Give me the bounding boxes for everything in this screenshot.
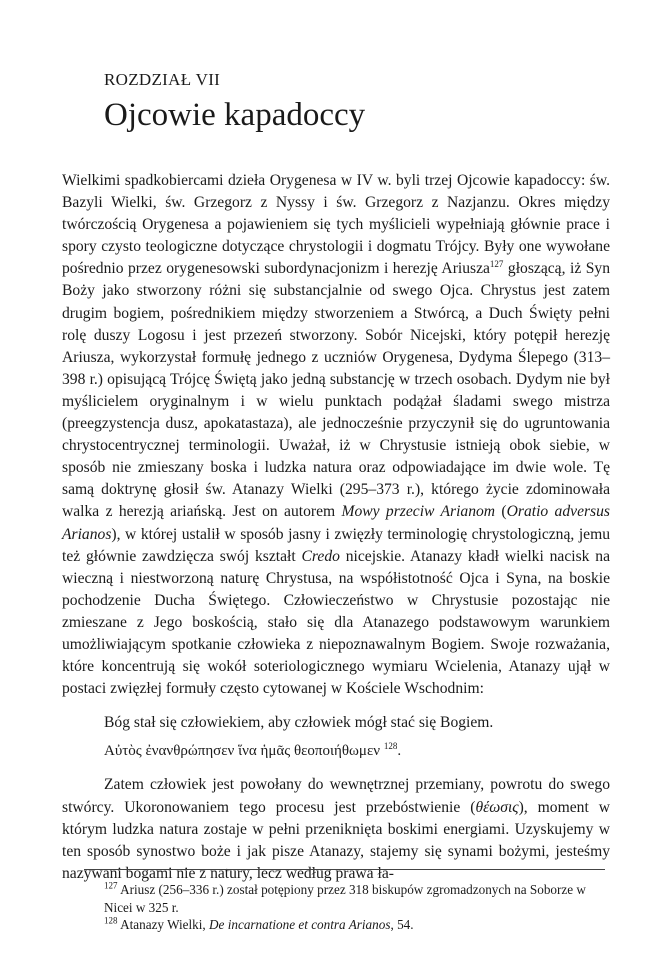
italic-title: Mowy przeciw Arianom [341,503,496,521]
footnote-text: , 54. [390,917,414,932]
footnote [104,881,612,916]
footnotes [104,881,612,934]
chapter-label: ROZDZIAŁ VII [104,70,221,89]
footnote-text: Atanazy Wielki, [120,917,210,932]
text-run: ), moment w którym ludzka natura zostaje w pełni przeniknięta boskimi energiami. Uzyskujemy w ten sposób synostwo boże i jak pisze Atanazy, stajemy się synami bożymi, jesteśmy nazywani bogami nie z natury, lecz według prawa ła- [62,798,610,882]
footnote-divider [84,869,605,870]
text-run: nicejskie. Atanazy kładł wielki nacisk na wieczną i niestworzoną naturę Chrystusa, na współistotność Ojca i Syna, na boskie pochodzenie Ducha Świętego. Człowieczeństwo w Chrystusie pozostając nie zmieszane z Jego boskością, stało się dla Atanazego podstawowym warunkiem umożliwiającym spotkanie człowieka z niepoznawalnym Bogiem. Swoje rozważania, które koncentrują się wokół soteriologicznego wymiaru Wcielenia, Atanazy ujął w postaci zwięzłej formuły często cytowanej w Kościele Wschodnim: [62,547,610,698]
footnote-number: 127 [104,880,118,891]
footnote-ref: 127 [489,259,504,270]
italic-term: Credo [301,547,340,565]
footnote-text: Ariusz (256–336 r.) został potępiony przez 318 biskupów zgromadzonych na Soborze w Nicei w 325 r. [104,882,586,915]
footnote-italic: De incarnatione et contra Arianos [209,917,391,932]
greek-text: Αὐτὸς ἐνανθρώπησεν ἵνα ἡμᾶς θεοποιήθωμεν [104,743,381,760]
footnote-number: 128 [104,915,118,926]
main-text [62,170,610,885]
text-run: ( [495,503,507,521]
greek-quote: Αὐτὸς ἐνανθρώπησεν ἵνα ἡμᾶς θεοποιήθωμεν $^{128}$. [104,741,402,760]
greek-term: θέωσις [475,798,519,816]
paragraph [62,170,610,700]
footnote-ref: 128 [383,741,398,752]
text-run: ), w której ustalił w sposób jasny i zwięzły terminologię chrystologiczną, jemu też głównie zawdzięcza swój kształt [62,525,610,565]
footnote [104,916,612,934]
text-run: Wielkimi spadkobiercami dzieła Orygenesa w IV w. byli trzej Ojcowie kapadoccy: św. Bazyli Wielki, św. Grzegorz z Nyssy i św. Grzegorz z Nazjanzu. Okres między twórczością Orygenesa a pojawieniem się tych myślicieli wypełniają głównie prace i spory czysto teologiczne dotyczące chrystologii i dogmatu Trójcy. Były one wywołane pośrednio przez orygenesowski subordynacjonizm i herezję Ariusza [62,172,610,278]
text-run: głoszącą, iż Syn Boży jako stworzony różni się substancjalnie od swego Ojca. Chrystus jest zatem drugim bogiem, pośrednikiem między stworzeniem a Stwórcą, a Duch Święty pełni rolę duszy Logosu i jest przezeń stworzony. Sobór Nicejski, który potępił herezję Ariusza, wykorzystał formułę jednego z uczniów Orygenesa, Dydyma Ślepego (313–398 r.) opisującą Trójcę Świętą jako jedną substancję w trzech osobach. Dydym nie był myślicielem oryginalnym i w wielu punktach podążał śladami swego mistrza (preegzystencja dusz, apokatastaza), ale jednocześnie przyczynił się do ugruntowania chrystocentrycznej terminologii. Uważał, iż w Chrystusie istnieją obok siebie, w sposób nie zmieszany boska i ludzka natura oraz odpowiadające im dwie wole. Tę samą doktrynę głosił św. Atanazy Wielki (295–373 r.), którego życie zdominowała walka z herezją ariańską. Jest on autorem [62,260,610,521]
quote [62,712,610,734]
chapter-title: Ojcowie kapadoccy [104,97,366,133]
quote-text: Bóg stał się człowiekiem, aby człowiek mógł stać się Bogiem. [104,714,494,732]
italic-title: Oratio adversus Arianos [62,503,610,543]
text-run: Zatem człowiek jest powołany do wewnętrznej przemiany, powrotu do swego stwórcy. Ukoronowaniem tego procesu jest przebóstwienie ( [62,776,610,816]
